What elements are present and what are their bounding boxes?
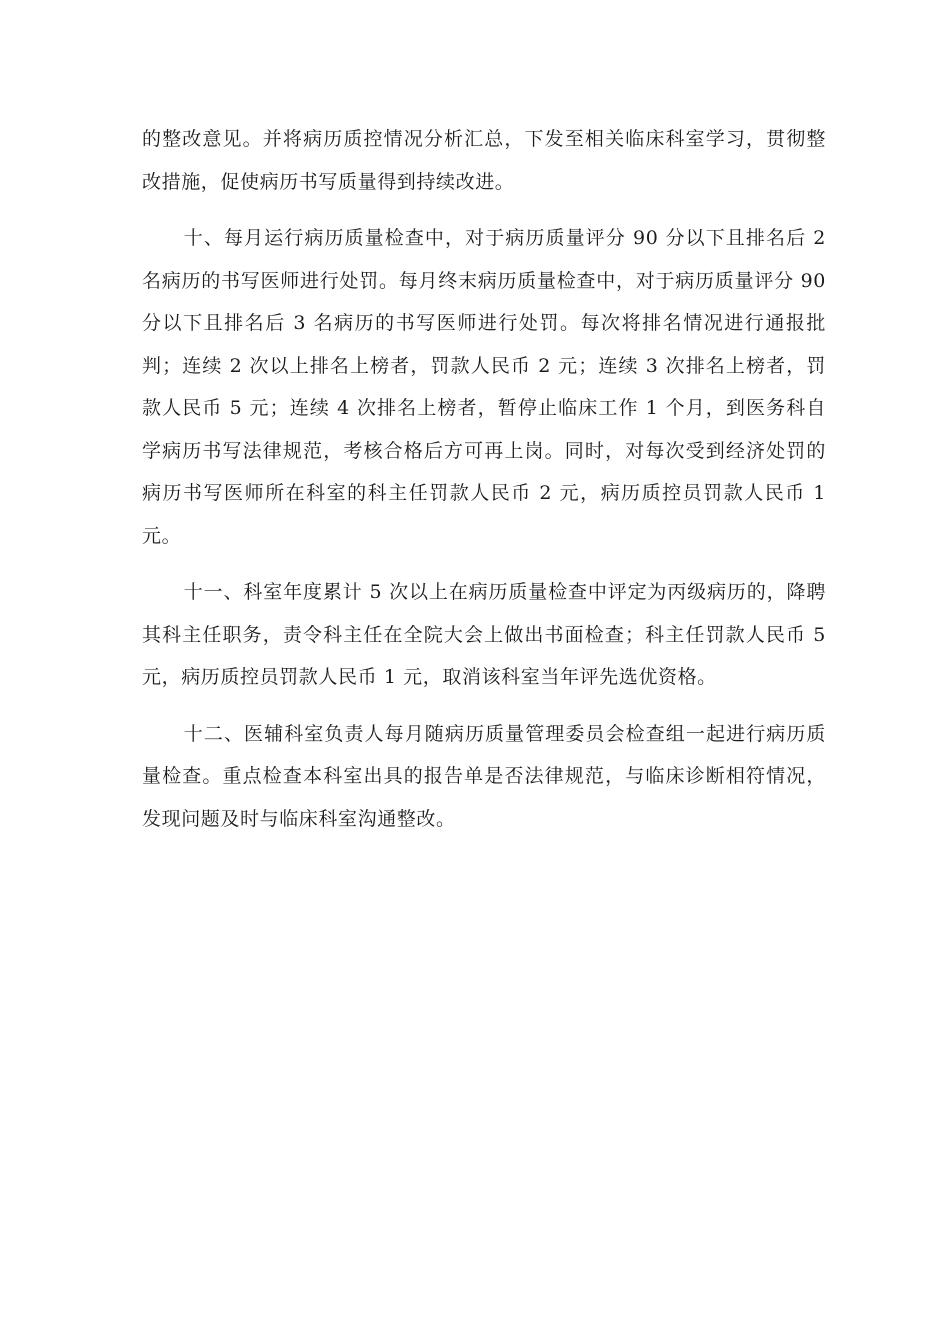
- paragraph-article-11: 十一、科室年度累计 5 次以上在病历质量检查中评定为丙级病历的，降聘其科主任职务，责令科主任在全院大会上做出书面检查；科主任罚款人民币 5 元，病历质控员罚款人民币 1 元，取消该科室当年评先选优资格。: [142, 581, 826, 688]
- paragraph-continued: 的整改意见。并将病历质控情况分析汇总，下发至相关临床科室学习，贯彻整改措施，促使病历书写质量得到持续改进。: [142, 128, 826, 193]
- document-body: [142, 118, 826, 854]
- paragraph-article-12: 十二、医辅科室负责人每月随病历质量管理委员会检查组一起进行病历质量检查。重点检查本科室出具的报告单是否法律规范，与临床诊断相符情况，发现问题及时与临床科室沟通整改。: [142, 722, 826, 830]
- paragraph-article-10: 十、每月运行病历质量检查中，对于病历质量评分 90 分以下且排名后 2 名病历的书写医师进行处罚。每月终末病历质量检查中，对于病历质量评分 90 分以下且排名后 3 名病历的书写医师进行处罚。每次将排名情况进行通报批判；连续 2 次以上排名上榜者，罚款人民币 2 元；连续 3 次排名上榜者，罚款人民币 5 元；连续 4 次排名上榜者，暂停止临床工作 1 个月，到医务科自学病历书写法律规范，考核合格后方可再上岗。同时，对每次受到经济处罚的病历书写医师所在科室的科主任罚款人民币 2 元，病历质控员罚款人民币 1 元。: [142, 227, 826, 547]
